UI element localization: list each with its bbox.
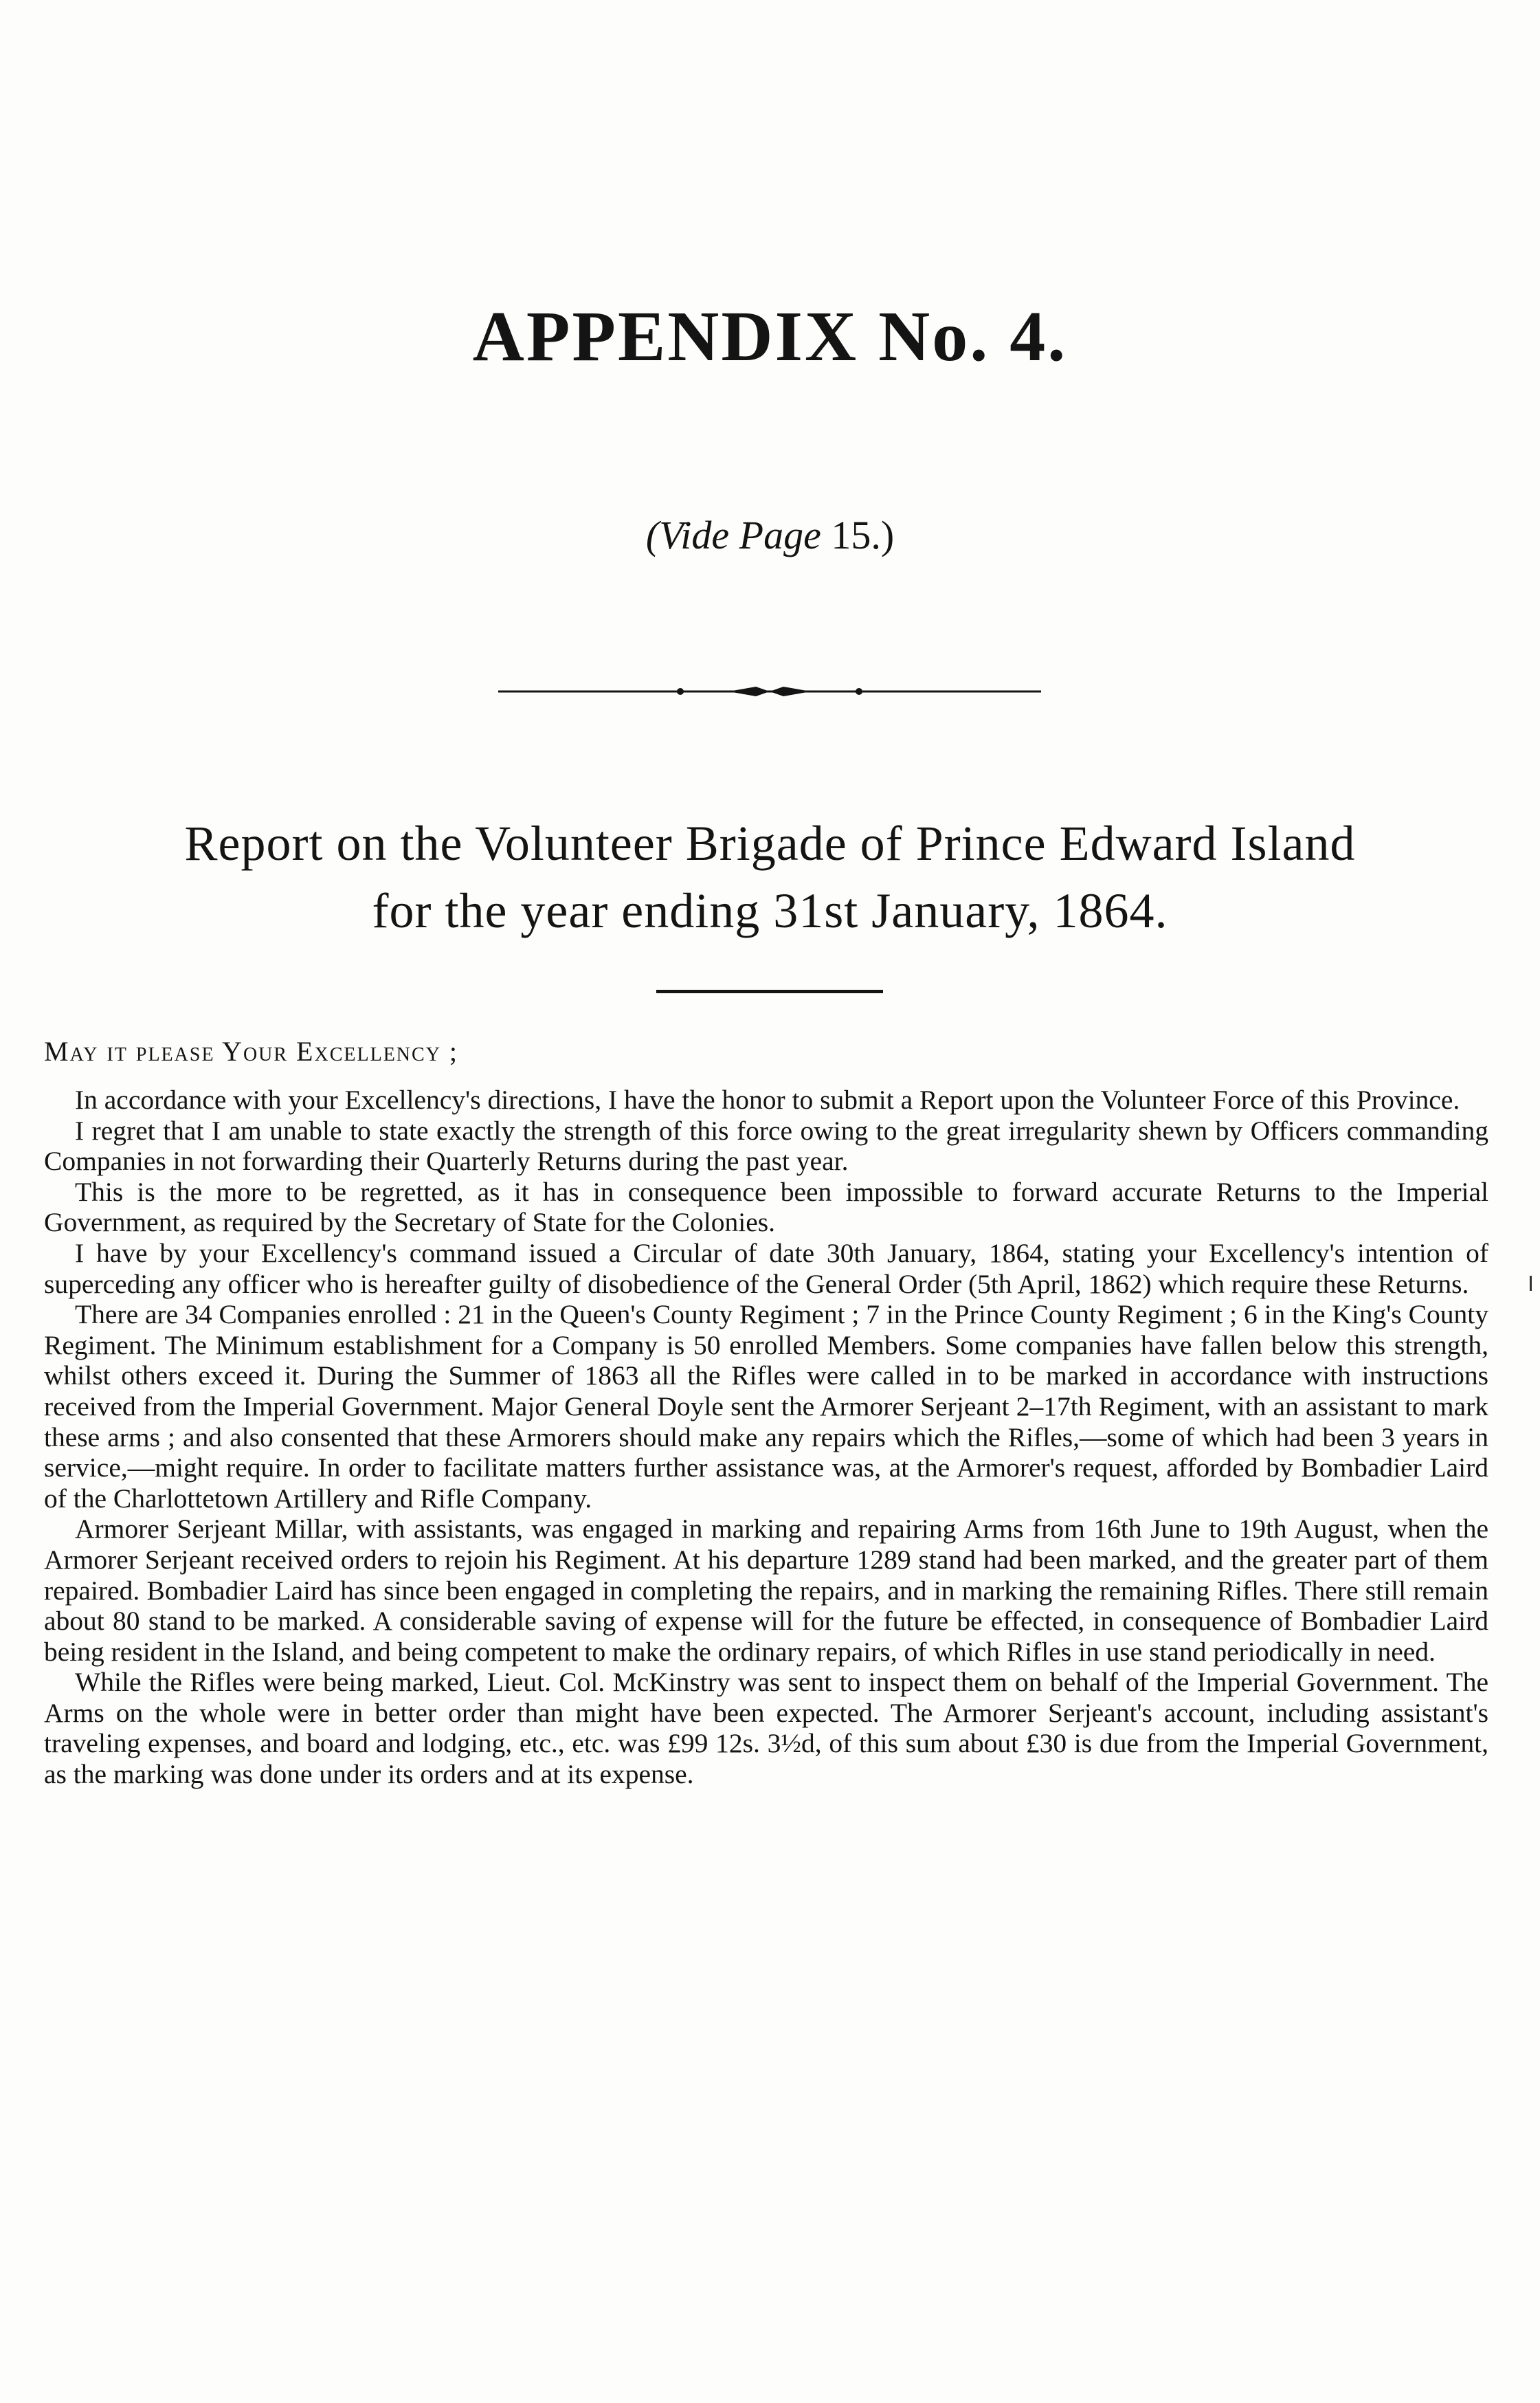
salutation: May it please Your Excellency ; [44, 1036, 459, 1067]
report-title-line-2: for the year ending 31st January, 1864. [372, 883, 1168, 938]
report-title [0, 810, 1540, 944]
paragraph: There are 34 Companies enrolled : 21 in the Queen's County Regiment ; 7 in the Prince County Regiment ; 6 in the King's County Regiment. The Minimum establishment for a Company is 50 enrolled Members. Some companies have fallen below this strength, whilst others exceed it. During the Summer of 1863 all the Rifles were called in to be marked in accordance with instructions received from the Imperial Government. Major General Doyle sent the Armorer Serjeant 2–17th Regiment, with an assistant to mark these arms ; and also consented that these Armorers should make any repairs which the Rifles,—some of which had been 3 years in service,—might require. In order to facilitate matters further assistance was, at the Armorer's request, afforded by Bombadier Laird of the Charlottetown Artillery and Rifle Company. [44, 1299, 1488, 1514]
vide-reference [0, 512, 1540, 558]
appendix-heading: APPENDIX No. 4. [472, 297, 1068, 376]
paragraph: This is the more to be regretted, as it has in consequence been impossible to forward accurate Returns to the Imperial Government, as required by the Secretary of State for the Colonies. [44, 1176, 1488, 1238]
paragraph: While the Rifles were being marked, Lieut. Col. McKinstry was sent to inspect them on behalf of the Imperial Government. The Arms on the whole were in better order than might have been expected. The Armorer Serjeant's account, including assistant's traveling expenses, and board and lodging, etc., etc. was £99 12s. 3½d, of this sum about £30 is due from the Imperial Government, as the marking was done under its orders and at its expense. [44, 1667, 1488, 1790]
report-title-line-1: Report on the Volunteer Brigade of Prince Edward Island [184, 816, 1356, 871]
paragraph: Armorer Serjeant Millar, with assistants, was engaged in marking and repairing Arms from 16th June to 19th August, when the Armorer Serjeant received orders to rejoin his Regiment. At his departure 1289 stand had been marked, and the greater part of them repaired. Bombadier Laird has since been engaged in completing the repairs, and in marking the remaining Rifles. There still remain about 80 stand to be marked. A considerable saving of expense will for the future be effected, in consequence of Bombadier Laird being resident in the Island, and being competent to make the ordinary repairs, of which Rifles in use stand periodically in need. [44, 1514, 1488, 1667]
vide-open-paren: ( [645, 513, 660, 557]
paragraph: I regret that I am unable to state exactly the strength of this force owing to the great irregularity shewn by Officers commanding Companies in not forwarding their Quarterly Returns during the past year. [44, 1115, 1488, 1177]
ornamental-divider [498, 684, 1041, 699]
report-body [44, 1085, 1488, 1790]
vide-page-number: 15.) [831, 513, 895, 557]
paragraph: In accordance with your Excellency's directions, I have the honor to submit a Report upon the Volunteer Force of this Province. [75, 1085, 1460, 1115]
title-rule [656, 990, 883, 993]
vide-italic-text: Vide Page [659, 513, 821, 557]
margin-mark [1530, 1276, 1532, 1291]
paragraph: I have by your Excellency's command issued a Circular of date 30th January, 1864, stating your Excellency's intention of superceding any officer who is hereafter guilty of disobedience of the General Order (5th April, 1862) which require these Returns. [44, 1237, 1488, 1299]
